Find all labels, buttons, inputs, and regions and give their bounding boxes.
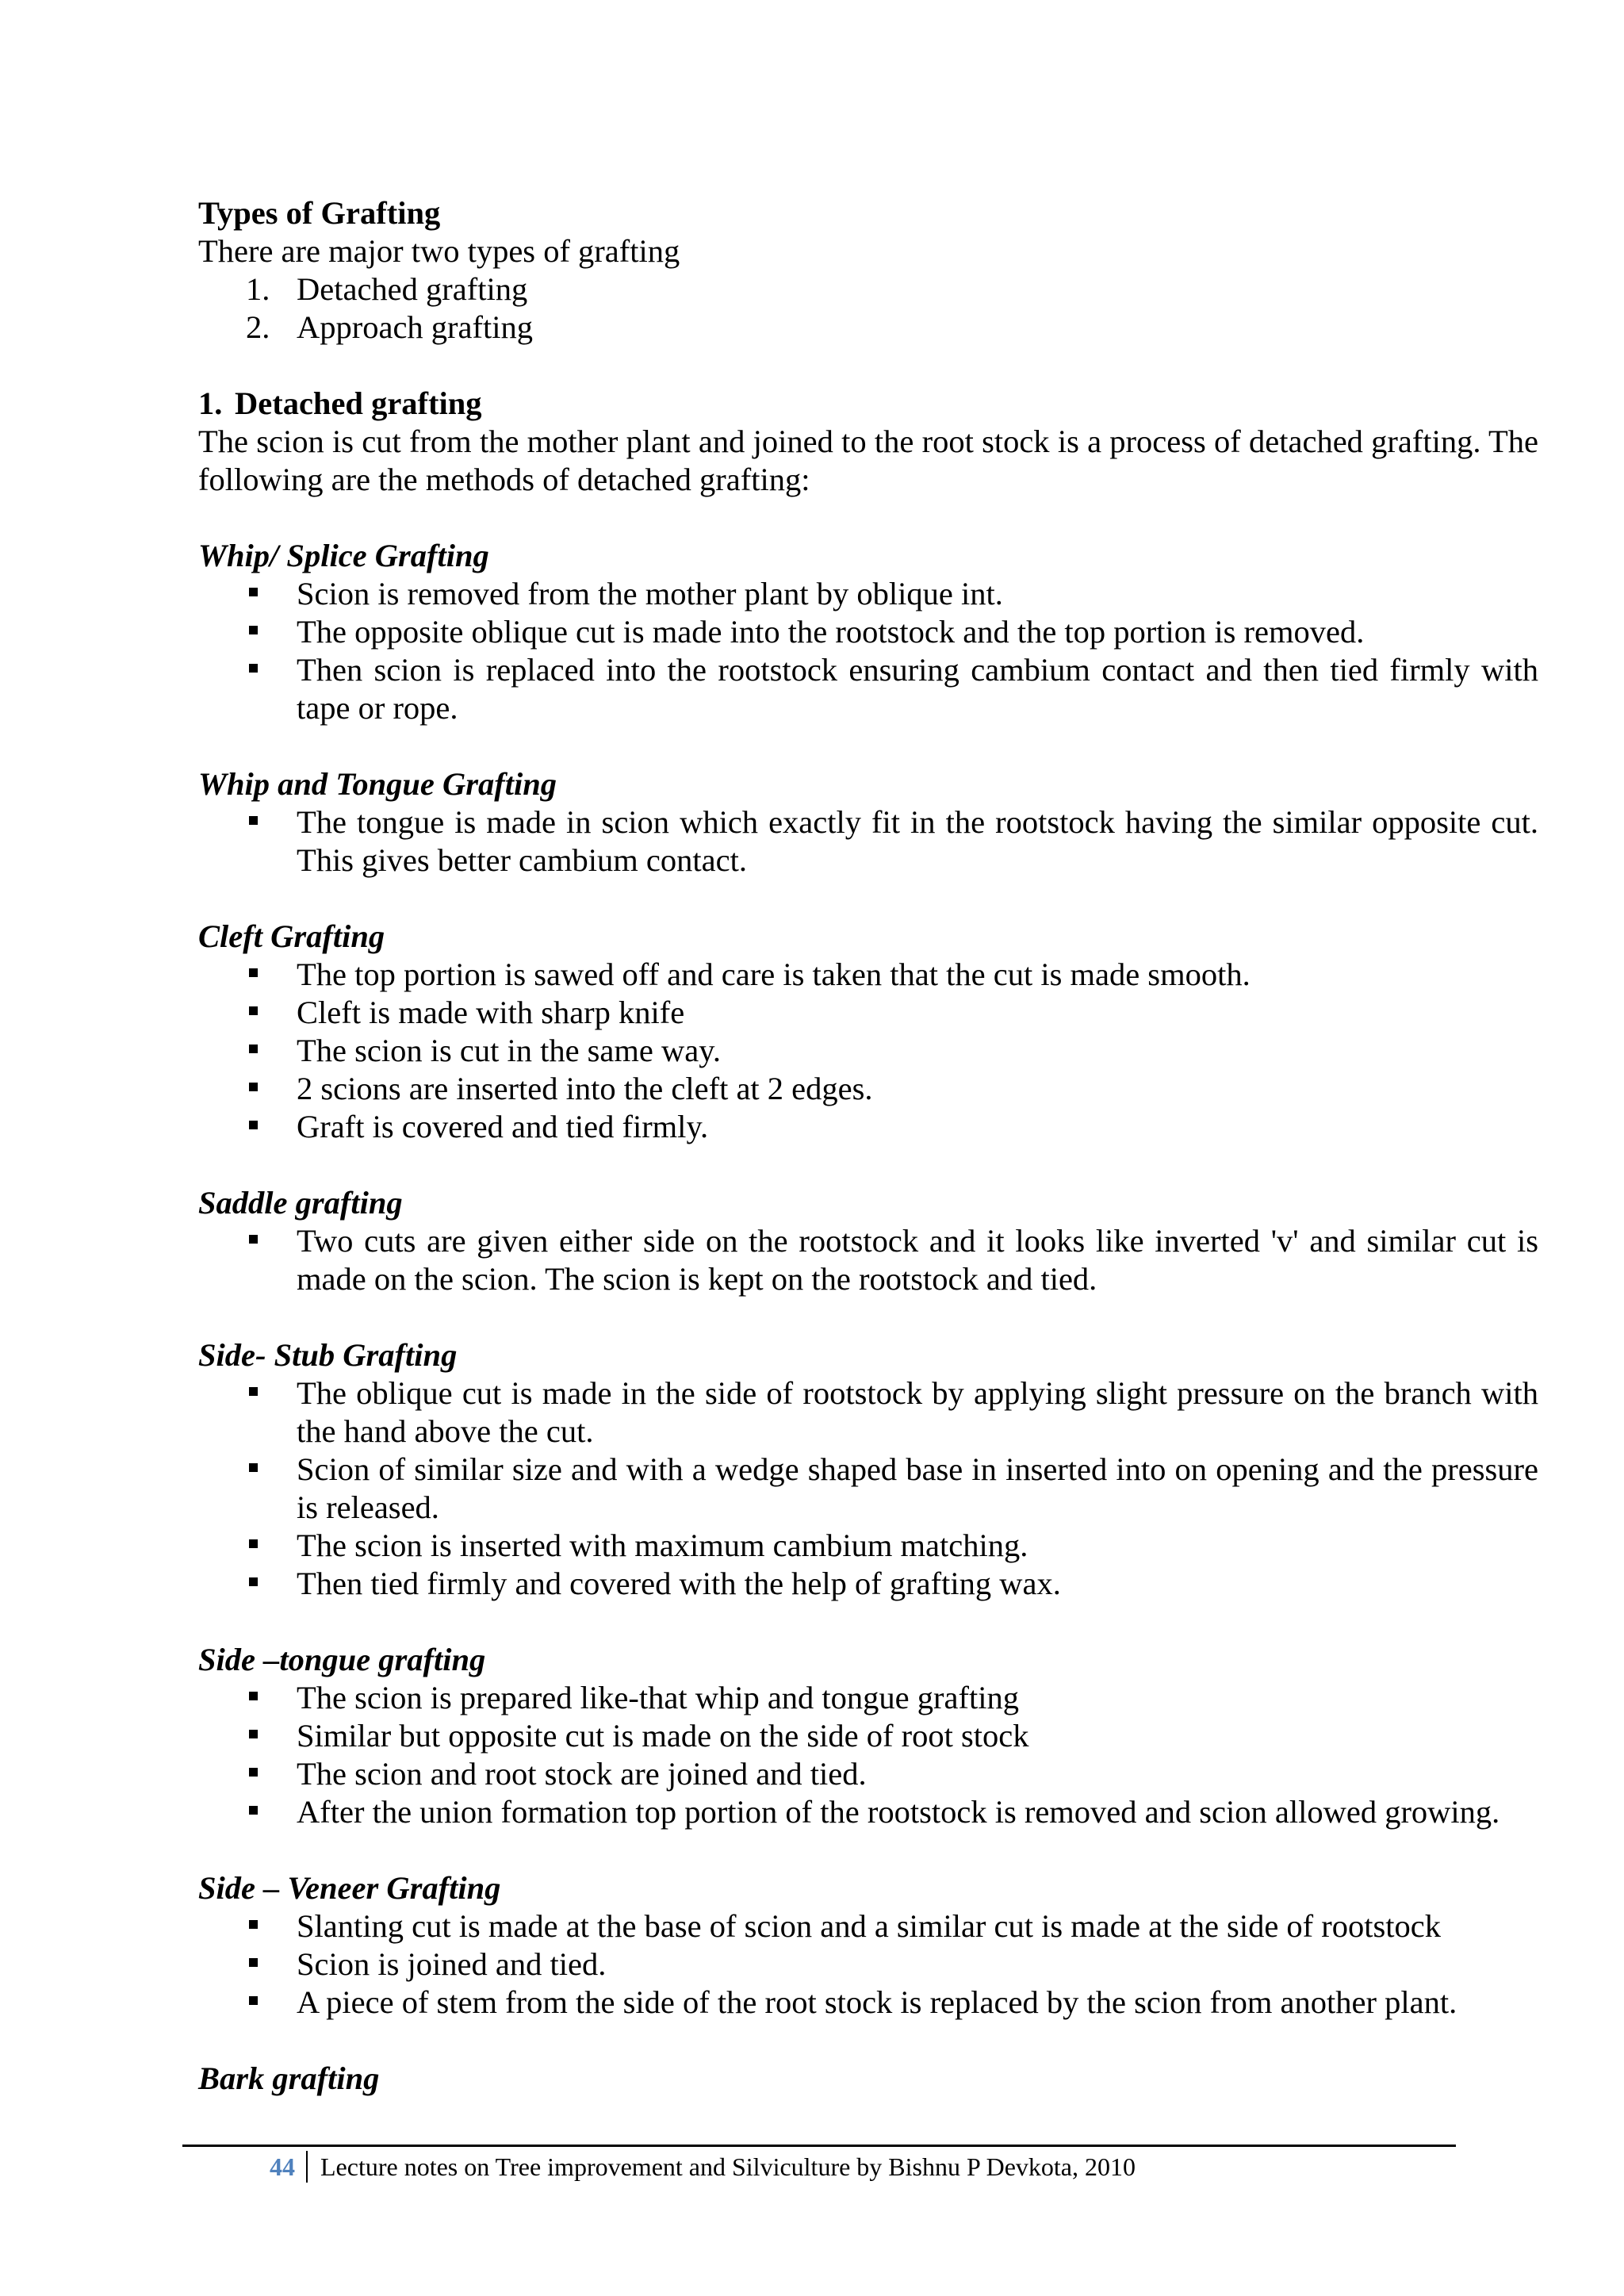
section-title: Bark grafting: [198, 2060, 380, 2096]
list-item-text: After the union formation top portion of the rootstock is removed and scion allowed growing.: [297, 1794, 1500, 1830]
square-bullet-icon: [249, 1387, 258, 1396]
square-bullet-icon: [249, 1121, 258, 1129]
square-bullet-icon: [249, 1235, 258, 1244]
section-title: Side – Veneer Grafting: [198, 1870, 501, 1906]
list-item-text: Approach grafting: [297, 309, 534, 345]
list-item-text: Cleft is made with sharp knife: [297, 995, 685, 1030]
list-item: [198, 1984, 1538, 2022]
list-item: [198, 1793, 1538, 1831]
square-bullet-icon: [249, 1577, 258, 1586]
section-title: Whip/ Splice Grafting: [198, 538, 489, 573]
bullet-list: [198, 1222, 1538, 1298]
list-item: [198, 1070, 1538, 1108]
square-bullet-icon: [249, 1806, 258, 1815]
footer-separator: [306, 2151, 308, 2183]
section-title: Cleft Grafting: [198, 918, 385, 954]
list-item-text: Detached grafting: [297, 271, 528, 307]
list-item-text: The top portion is sawed off and care is taken that the cut is made smooth.: [297, 956, 1251, 992]
list-item: [198, 1755, 1538, 1793]
square-bullet-icon: [249, 626, 258, 634]
methods-sections: [198, 537, 1538, 2098]
square-bullet-icon: [249, 1768, 258, 1777]
footer-divider: [182, 2145, 1456, 2147]
list-item: [198, 575, 1538, 613]
page-footer: [270, 2151, 1136, 2183]
square-bullet-icon: [249, 1920, 258, 1929]
bullet-list: [198, 575, 1538, 727]
list-item: [198, 1032, 1538, 1070]
list-item: [198, 1565, 1538, 1603]
list-item-text: Then scion is replaced into the rootstock ensuring cambium contact and then tied firmly with tape or rope.: [297, 652, 1538, 726]
list-item-text: 2 scions are inserted into the cleft at 2 edges.: [297, 1071, 873, 1106]
list-item-text: The scion is prepared like-that whip and tongue grafting: [297, 1680, 1019, 1715]
square-bullet-icon: [249, 1692, 258, 1700]
list-item-text: Similar but opposite cut is made on the side of root stock: [297, 1718, 1029, 1754]
list-item: [198, 1945, 1538, 1984]
intro-text: There are major two types of grafting: [198, 233, 680, 269]
types-list: [198, 270, 1538, 347]
square-bullet-icon: [249, 1463, 258, 1472]
square-bullet-icon: [249, 1006, 258, 1015]
section-heading-detached: [198, 385, 1538, 423]
square-bullet-icon: [249, 968, 258, 977]
list-item-text: Slanting cut is made at the base of scion and a similar cut is made at the side of rootstock: [297, 1908, 1442, 1944]
list-number: 2.: [246, 309, 270, 345]
bullet-list: [198, 1679, 1538, 1831]
section-heading-text: Detached grafting: [235, 385, 482, 421]
list-item: [198, 1451, 1538, 1527]
list-item-text: The scion is inserted with maximum cambium matching.: [297, 1527, 1028, 1563]
list-item-text: Scion of similar size and with a wedge shaped base in inserted into on opening and the pressure is released.: [297, 1451, 1538, 1525]
section-number: 1.: [198, 385, 223, 421]
list-item-text: Graft is covered and tied firmly.: [297, 1109, 709, 1144]
square-bullet-icon: [249, 1958, 258, 1967]
list-item: [198, 1222, 1538, 1298]
section-title: Saddle grafting: [198, 1185, 403, 1221]
list-number: 1.: [246, 271, 270, 307]
list-item: [198, 613, 1538, 651]
square-bullet-icon: [249, 1539, 258, 1548]
list-item: [198, 309, 1538, 347]
list-item-text: Scion is removed from the mother plant by oblique int.: [297, 576, 1003, 611]
list-item-text: The opposite oblique cut is made into the rootstock and the top portion is removed.: [297, 614, 1365, 650]
list-item: [198, 994, 1538, 1032]
page-number: 44: [270, 2152, 295, 2181]
list-item: [198, 1679, 1538, 1717]
bullet-list: [198, 1907, 1538, 2022]
list-item-text: Scion is joined and tied.: [297, 1946, 607, 1982]
list-item: [198, 1717, 1538, 1755]
footer-text: Lecture notes on Tree improvement and Silviculture by Bishnu P Devkota, 2010: [320, 2152, 1136, 2181]
square-bullet-icon: [249, 1730, 258, 1738]
square-bullet-icon: [249, 664, 258, 673]
list-item: [198, 270, 1538, 309]
list-item-text: Two cuts are given either side on the rootstock and it looks like inverted 'v' and similar cut is made on the scion. The scion is kept on the rootstock and tied.: [297, 1223, 1538, 1297]
list-item: [198, 651, 1538, 727]
page-title: Types of Grafting: [198, 195, 441, 231]
page-content: [198, 194, 1538, 2098]
list-item-text: A piece of stem from the side of the root stock is replaced by the scion from another plant.: [297, 1984, 1457, 2020]
section-title: Side- Stub Grafting: [198, 1337, 458, 1373]
list-item-text: The tongue is made in scion which exactly fit in the rootstock having the similar opposite cut. This gives better cambium contact.: [297, 804, 1538, 878]
bullet-list: [198, 1374, 1538, 1603]
list-item: [198, 1374, 1538, 1451]
square-bullet-icon: [249, 1045, 258, 1053]
square-bullet-icon: [249, 588, 258, 596]
list-item: [198, 956, 1538, 994]
bullet-list: [198, 956, 1538, 1146]
section-title: Whip and Tongue Grafting: [198, 766, 557, 802]
section-title: Side –tongue grafting: [198, 1642, 486, 1677]
list-item-text: The scion and root stock are joined and tied.: [297, 1756, 867, 1792]
detached-description: The scion is cut from the mother plant and joined to the root stock is a process of detached grafting. The following are the methods of detached grafting:: [198, 424, 1538, 497]
list-item: [198, 1108, 1538, 1146]
list-item: [198, 1907, 1538, 1945]
list-item-text: The oblique cut is made in the side of rootstock by applying slight pressure on the branch with the hand above the cut.: [297, 1375, 1538, 1449]
list-item: [198, 1527, 1538, 1565]
list-item-text: The scion is cut in the same way.: [297, 1033, 721, 1068]
square-bullet-icon: [249, 816, 258, 825]
list-item-text: Then tied firmly and covered with the help of grafting wax.: [297, 1566, 1061, 1601]
bullet-list: [198, 803, 1538, 880]
square-bullet-icon: [249, 1996, 258, 2005]
list-item: [198, 803, 1538, 880]
square-bullet-icon: [249, 1083, 258, 1091]
